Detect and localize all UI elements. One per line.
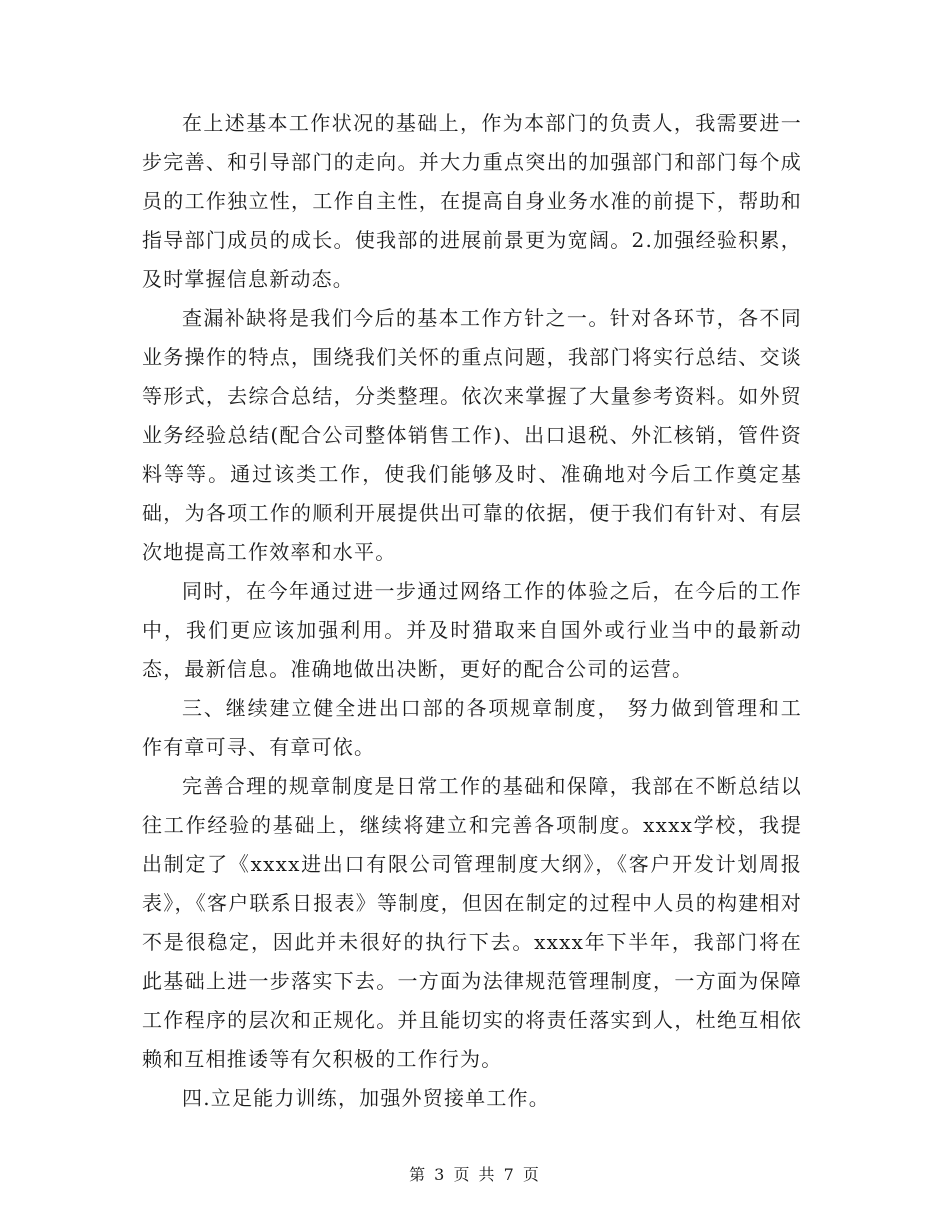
page-number-footer: 第 3 页 共 7 页 [409, 1165, 541, 1184]
paragraph-fill-gaps: 查漏补缺将是我们今后的基本工作方针之一。针对各环节，各不同业务操作的特点，围绕我们关怀的重点问题，我部门将实行总结、交谈等形式，去综合总结，分类整理。依次来掌握了大量参考资料。如外贸业务经验总结(配合公司整体销售工作)、出口退税、外汇核销，管件资料等等。通过该类工作，使我们能够及时、准确地对今后工作奠定基础，为各项工作的顺利开展提供出可靠的依据，便于我们有针对、有层次地提高工作效率和水平。 [142, 306, 802, 564]
paragraph-rules-system: 完善合理的规章制度是日常工作的基础和保障，我部在不断总结以往工作经验的基础上，继续将建立和完善各项制度。xxxx学校，我提出制定了《xxxx进出口有限公司管理制度大纲》，《客户开发计划周报表》，《客户联系日报表》等制度，但因在制定的过程中人员的构建相对不是很稳定，因此并未很好的执行下去。xxxx年下半年，我部门将在此基础上进一步落实下去。一方面为法律规范管理制度，一方面为保障工作程序的层次和正规化。并且能切实的将责任落实到人，杜绝互相依赖和互相推诿等有欠积极的工作行为。 [142, 774, 802, 1071]
paragraph-work-direction: 在上述基本工作状况的基础上，作为本部门的负责人，我需要进一步完善、和引导部门的走向。并大力重点突出的加强部门和部门每个成员的工作独立性，工作自主性，在提高自身业务水准的前提下，帮助和指导部门成员的成长。使我部的进展前景更为宽阔。2.加强经验积累，及时掌握信息新动态。 [142, 111, 802, 291]
section-heading-training: 四.立足能力训练，加强外贸接单工作。 [182, 1086, 550, 1110]
paragraph-network-work: 同时，在今年通过进一步通过网络工作的体验之后，在今后的工作中，我们更应该加强利用。并及时猎取来自国外或行业当中的最新动态，最新信息。准确地做出决断，更好的配合公司的运营。 [142, 579, 802, 681]
section-heading-rules: 三、继续建立健全进出口部的各项规章制度， 努力做到管理和工作有章可寻、有章可依。 [142, 696, 802, 759]
document-body [142, 104, 802, 1118]
